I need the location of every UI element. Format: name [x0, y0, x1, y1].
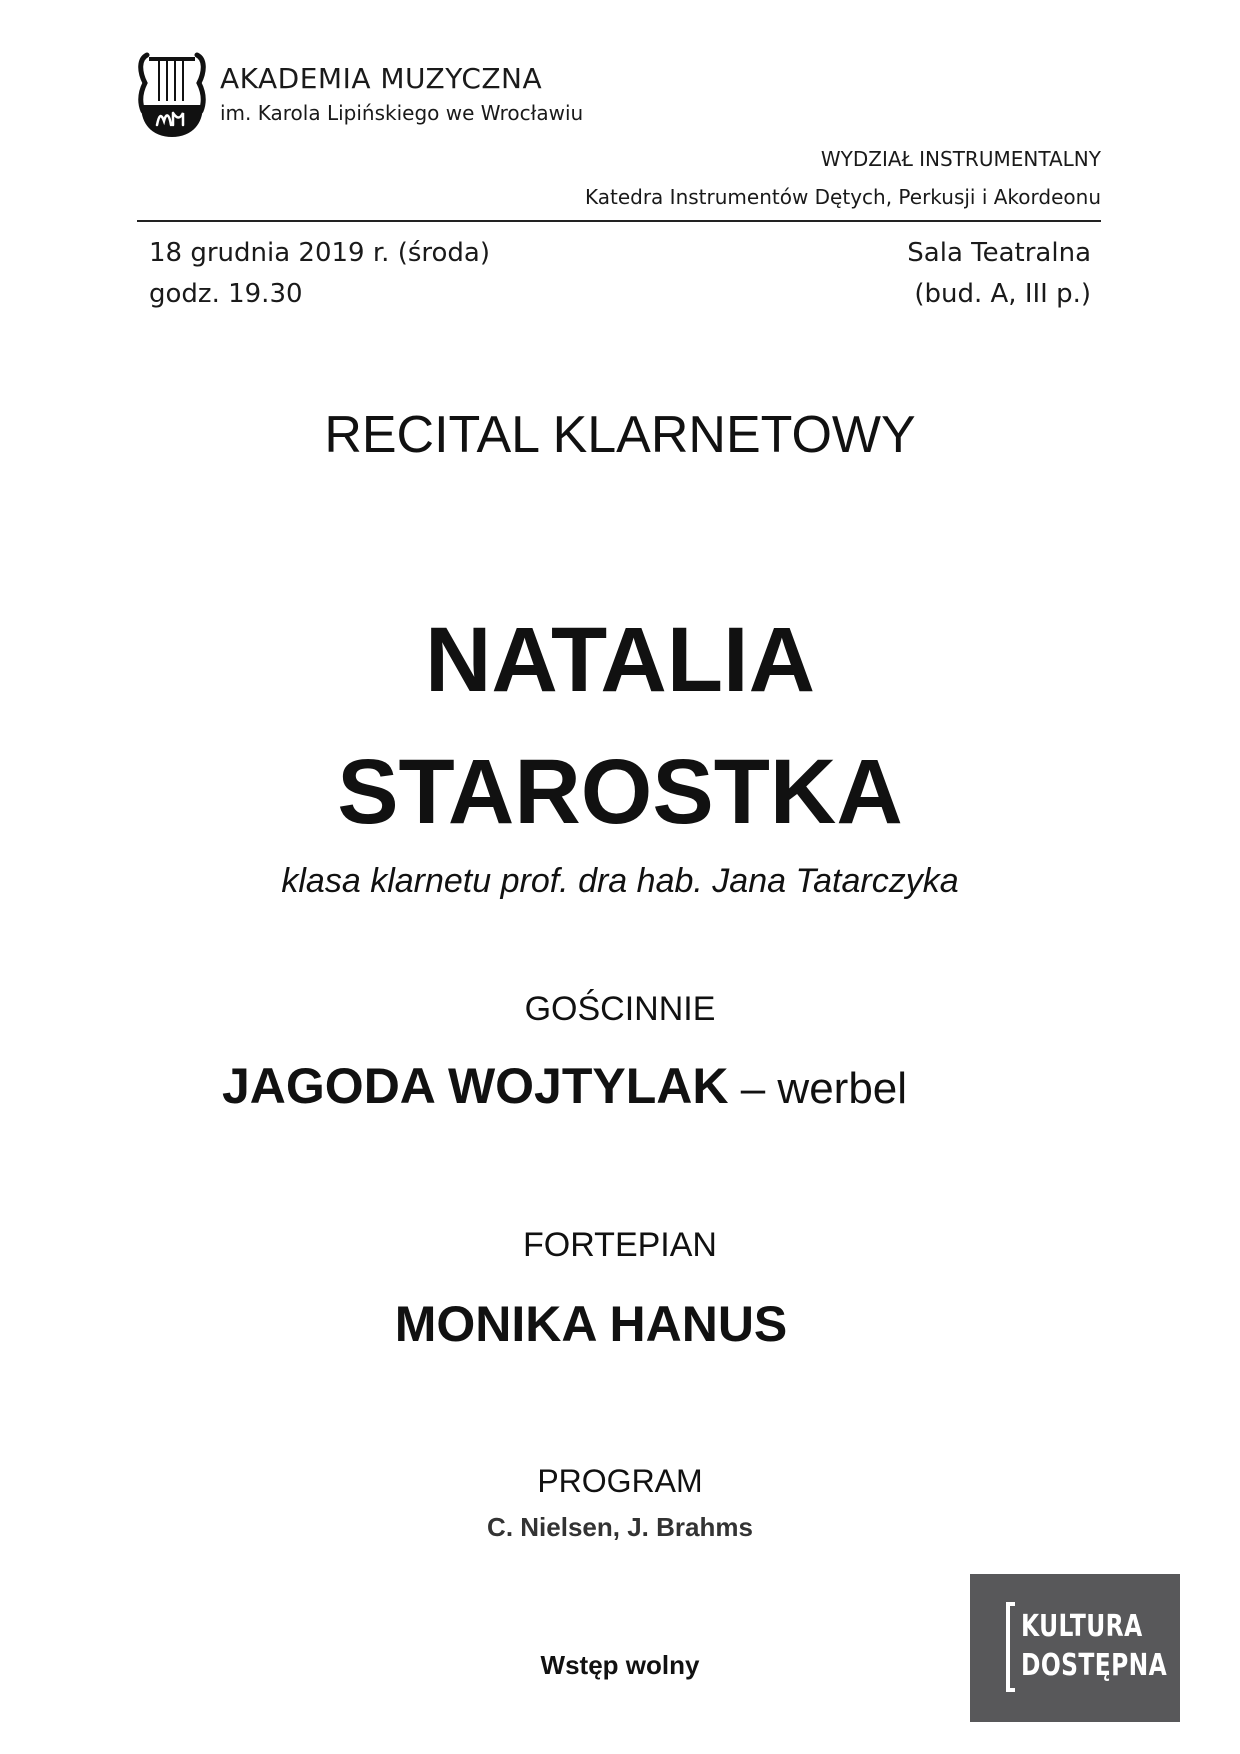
performer-first-name: NATALIA [424, 609, 816, 711]
department-name: Katedra Instrumentów Dętych, Perkusji i Akordeonu [584, 185, 1101, 209]
program-label: PROGRAM [537, 1463, 703, 1499]
free-entry-note: Wstęp wolny [540, 1650, 700, 1680]
piano-label: FORTEPIAN [523, 1226, 717, 1264]
guest-name: JAGODA WOJTYLAK [222, 1058, 729, 1114]
guest-instrument: – werbel [728, 1064, 908, 1113]
bracket-icon [1006, 1602, 1015, 1692]
event-venue: Sala Teatralna [907, 238, 1091, 268]
header-divider [137, 220, 1101, 222]
institution-name: AKADEMIA MUZYCZNA [220, 62, 543, 95]
guest-performer [222, 1057, 907, 1115]
recital-title: RECITAL KLARNETOWY [324, 406, 916, 464]
faculty-name: WYDZIAŁ INSTRUMENTALNY [820, 147, 1101, 171]
guest-label: GOŚCINNIE [524, 990, 716, 1028]
program-composers: C. Nielsen, J. Brahms [487, 1512, 753, 1542]
badge-line-1: KULTURA [1021, 1609, 1143, 1644]
class-info: klasa klarnetu prof. dra hab. Jana Tatarczyka [281, 862, 959, 900]
performer-last-name: STAROSTKA [337, 741, 903, 843]
kultura-dostepna-badge [970, 1574, 1180, 1722]
event-venue-detail: (bud. A, III p.) [914, 279, 1091, 309]
pianist-name: MONIKA HANUS [394, 1296, 788, 1352]
event-date: 18 grudnia 2019 r. (środa) [149, 238, 490, 268]
institution-subtitle: im. Karola Lipińskiego we Wrocławiu [220, 101, 584, 125]
academy-lyre-logo-icon [137, 49, 207, 139]
badge-line-2: DOSTĘPNA [1021, 1648, 1168, 1683]
event-time: godz. 19.30 [149, 279, 303, 309]
